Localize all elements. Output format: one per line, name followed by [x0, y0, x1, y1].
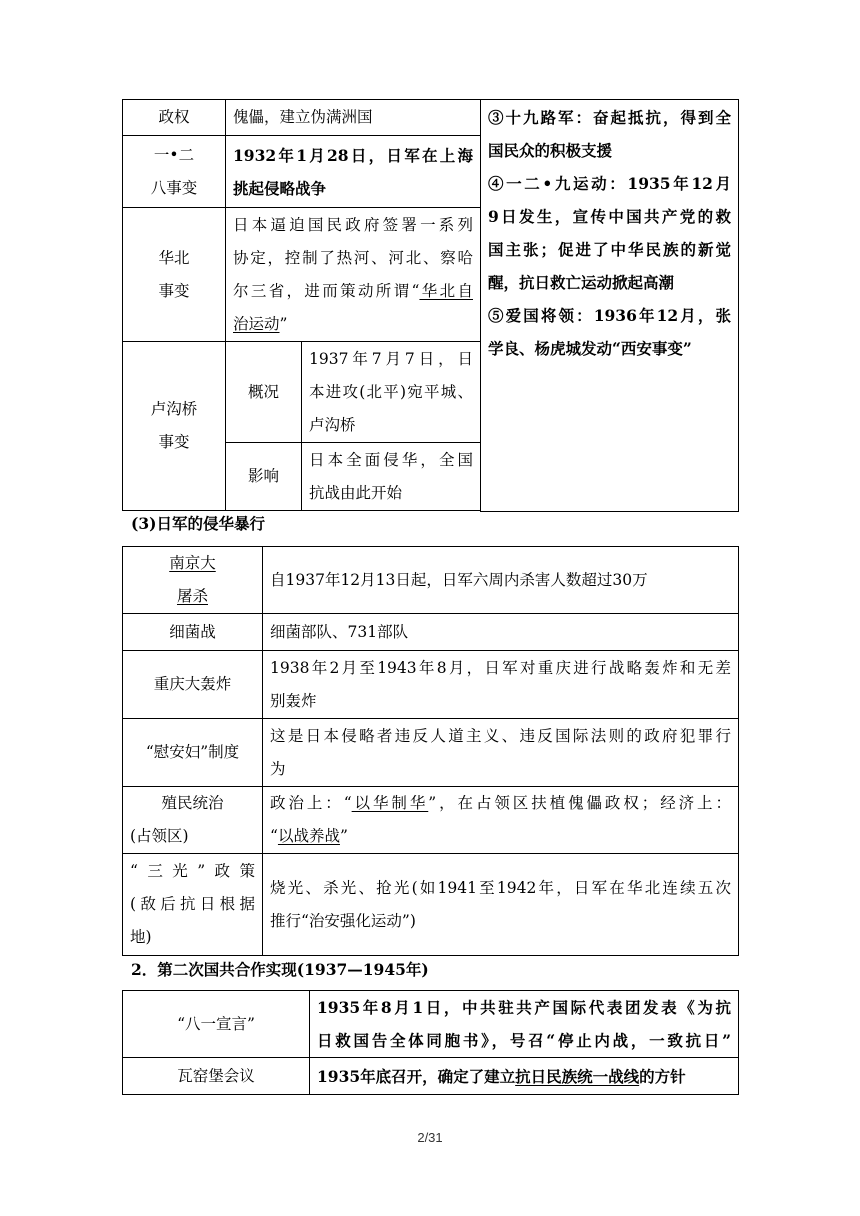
- row-content-august-first-declaration: 1935年8月1日，中共驻共产国际代表团发表《为抗 日救国告全体同胞书》，号召“停止内战，一致抗日”: [310, 991, 739, 1058]
- note-line: 9日发生，宣传中国共产党的救: [488, 207, 732, 226]
- row-content-north-china-incident: 日本逼迫国民政府签署一系列 协定，控制了热河、河北、察哈 尔三省，进而策动所谓“华北自 治运动”: [226, 208, 481, 342]
- section-heading-second-united-front: 2．第二次国共合作实现(1937—1945年): [131, 960, 429, 979]
- row-label-regime: 政权: [123, 100, 226, 136]
- underlined-term: 抗日民族统一战线: [515, 1066, 640, 1086]
- row-label-north-china-incident: 华北 事变: [123, 208, 226, 342]
- row-content-germ-warfare: 细菌部队、731部队: [263, 614, 739, 651]
- row-label-three-alls-policy: “三光”政策 (敌后抗日根据 地): [123, 854, 263, 956]
- sub-label-impact: 影响: [226, 443, 302, 511]
- table-row: [123, 854, 739, 956]
- note-line: 醒，抗日救亡运动掀起高潮: [488, 273, 675, 292]
- row-content-chongqing-bombing: 1938年2月至1943年8月，日军对重庆进行战略轰炸和无差 别轰炸: [263, 651, 739, 719]
- row-content-wayaobu-meeting: 1935年底召开，确定了建立抗日民族统一战线的方针: [310, 1058, 739, 1095]
- row-content-colonial-rule: 政治上：“以华制华”，在占领区扶植傀儡政权；经济上： “以战养战”: [263, 787, 739, 854]
- row-label-wayaobu-meeting: 瓦窑堡会议: [123, 1058, 310, 1095]
- row-label-128-incident: 一•二 八事变: [123, 136, 226, 208]
- note-line: ⑤爱国将领：1936年12月，张: [488, 306, 732, 325]
- underlined-term: 治运动: [233, 314, 280, 333]
- row-content-128-incident: 1932年1月28日，日军在上海 挑起侵略战争: [226, 136, 481, 208]
- section-heading-atrocities: (3)日军的侵华暴行: [131, 514, 265, 533]
- underlined-term: 以华制华: [351, 794, 429, 812]
- table-row: [123, 614, 739, 651]
- table-row: [123, 651, 739, 719]
- table-row: [123, 787, 739, 854]
- row-label-comfort-women: “慰安妇”制度: [123, 719, 263, 787]
- row-content-regime: 傀儡，建立伪满洲国: [226, 100, 481, 136]
- note-line: 学良、杨虎城发动“西安事变”: [488, 339, 692, 358]
- right-column-notes: [481, 100, 739, 512]
- table-row: [123, 547, 739, 614]
- table-row: [123, 719, 739, 787]
- row-content-comfort-women: 这是日本侵略者违反人道主义、违反国际法则的政府犯罪行 为: [263, 719, 739, 787]
- underlined-term: 华北自: [419, 281, 473, 300]
- row-content-nanjing-massacre: 自1937年12月13日起，日军六周内杀害人数超过30万: [263, 547, 739, 614]
- sub-content-impact: 日本全面侵华，全国 抗战由此开始: [302, 443, 481, 511]
- table-row: [123, 100, 739, 136]
- underlined-term: 以战养战: [277, 827, 340, 845]
- row-label-nanjing-massacre: 南京大 屠杀: [123, 547, 263, 614]
- table-row: [123, 1058, 739, 1095]
- row-label-germ-warfare: 细菌战: [123, 614, 263, 651]
- note-line: 国主张；促进了中华民族的新觉: [488, 240, 732, 259]
- row-label-colonial-rule: 殖民统治 (占领区): [123, 787, 263, 854]
- note-line: ③十九路军：奋起抵抗，得到全: [488, 108, 732, 127]
- table-japanese-atrocities: [122, 546, 739, 956]
- row-label-marco-polo-bridge: 卢沟桥 事变: [123, 342, 226, 511]
- page-number: 2/31: [417, 1130, 443, 1145]
- note-line: ④一二•九运动：1935年12月: [488, 174, 732, 193]
- row-label-chongqing-bombing: 重庆大轰炸: [123, 651, 263, 719]
- table-second-united-front: [122, 990, 739, 1095]
- note-line: 国民众的积极支援: [488, 141, 613, 160]
- row-content-three-alls-policy: 烧光、杀光、抢光(如1941至1942年，日军在华北连续五次 推行“治安强化运动”): [263, 854, 739, 956]
- sub-label-overview: 概况: [226, 342, 302, 443]
- sub-content-overview: 1937年7月7日，日 本进攻(北平)宛平城、 卢沟桥: [302, 342, 481, 443]
- table-row: [123, 991, 739, 1058]
- table-japanese-invasion-events: [122, 99, 739, 512]
- row-label-august-first-declaration: “八一宣言”: [123, 991, 310, 1058]
